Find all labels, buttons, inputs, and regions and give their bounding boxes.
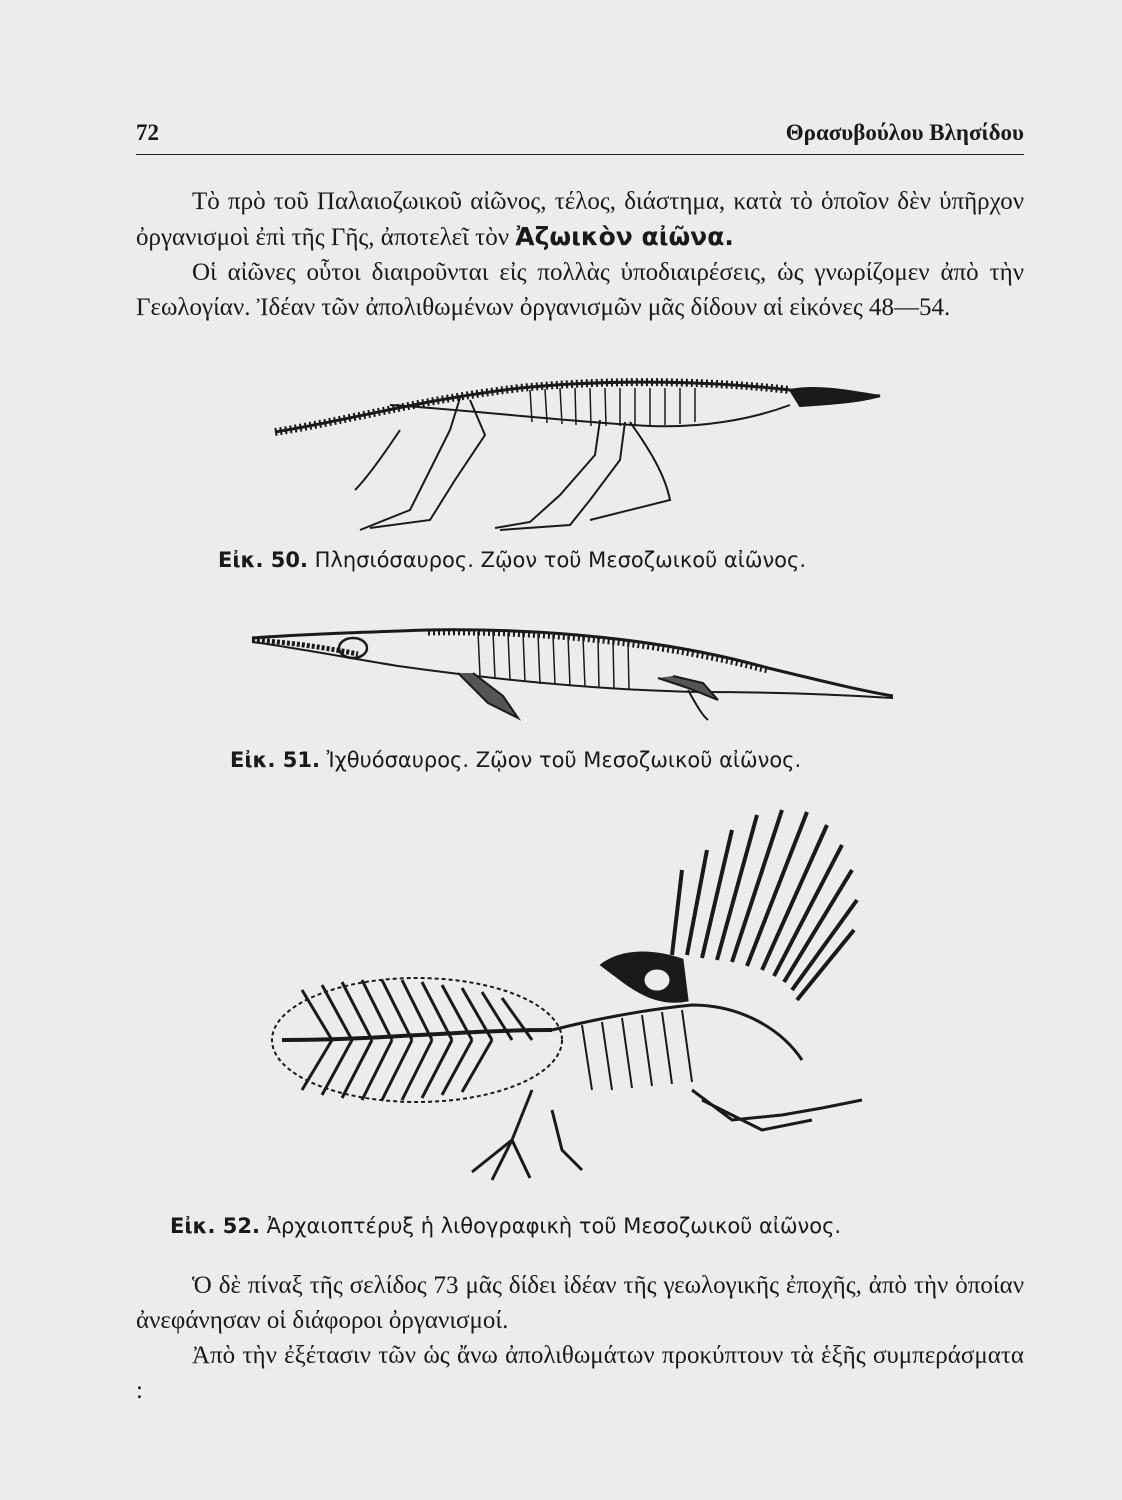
page-number: 72 [136,120,159,145]
ichthyosaurus-illustration [248,618,898,728]
page-header [136,118,1024,155]
plesiosaurus-illustration [270,360,890,540]
azoic-era-term: Ἀζωικὸν αἰῶνα. [515,222,734,251]
running-head: Θρασυβούλου Βλησίδου [785,120,1024,145]
figure-52-caption [170,1214,841,1238]
figure-50-caption [218,548,806,572]
figure-51-label: Εἰκ. 51. [230,748,320,772]
closing-text [136,1268,1024,1408]
intro-paragraph-1 [136,184,1024,255]
archaeopteryx-illustration [262,790,882,1190]
figure-51-caption [230,748,801,772]
closing-paragraph-2: Ἀπὸ τὴν ἐξέτασιν τῶν ὡς ἄνω ἀπολιθωμάτων προκύπτουν τὰ ἑξῆς συμπεράσματα : [136,1342,1024,1404]
figure-50-label: Εἰκ. 50. [218,548,308,572]
intro-paragraph-2: Οἱ αἰῶνες οὗτοι διαιροῦνται εἰς πολλὰς ὑποδιαιρέσεις, ὡς γνωρίζομεν ἀπὸ τὴν Γεωλογίαν. Ἰδέαν τῶν ἀπολιθωμένων ὀργανισμῶν μᾶς δίδουν αἱ εἰκόνες 48—54. [136,259,1024,321]
figure-52-text: Ἀρχαιοπτέρυξ ἡ λιθογραφικὴ τοῦ Μεσοζωικοῦ αἰῶνος. [266,1214,842,1238]
intro-paragraph-1-text: Τὸ πρὸ τοῦ Παλαιοζωικοῦ αἰῶνος, τέλος, διάστημα, κατὰ τὸ ὁποῖον δὲν ὑπῆρχον ὀργανισμοὶ ἐπὶ τῆς Γῆς, ἀποτελεῖ τὸν [136,188,1024,251]
intro-text [136,184,1024,325]
figure-52-label: Εἰκ. 52. [170,1214,260,1238]
closing-paragraph-1: Ὁ δὲ πίναξ τῆς σελίδος 73 μᾶς δίδει ἰδέαν τῆς γεωλογικῆς ἐποχῆς, ἀπὸ τὴν ὁποίαν ἀνεφάνησαν οἱ διάφοροι ὀργανισμοί. [136,1272,1024,1334]
figure-50-text: Πλησιόσαυρος. Ζῷον τοῦ Μεσοζωικοῦ αἰῶνος. [314,548,807,572]
figure-51-text: Ἰχθυόσαυρος. Ζῷον τοῦ Μεσοζωικοῦ αἰῶνος. [326,748,802,772]
